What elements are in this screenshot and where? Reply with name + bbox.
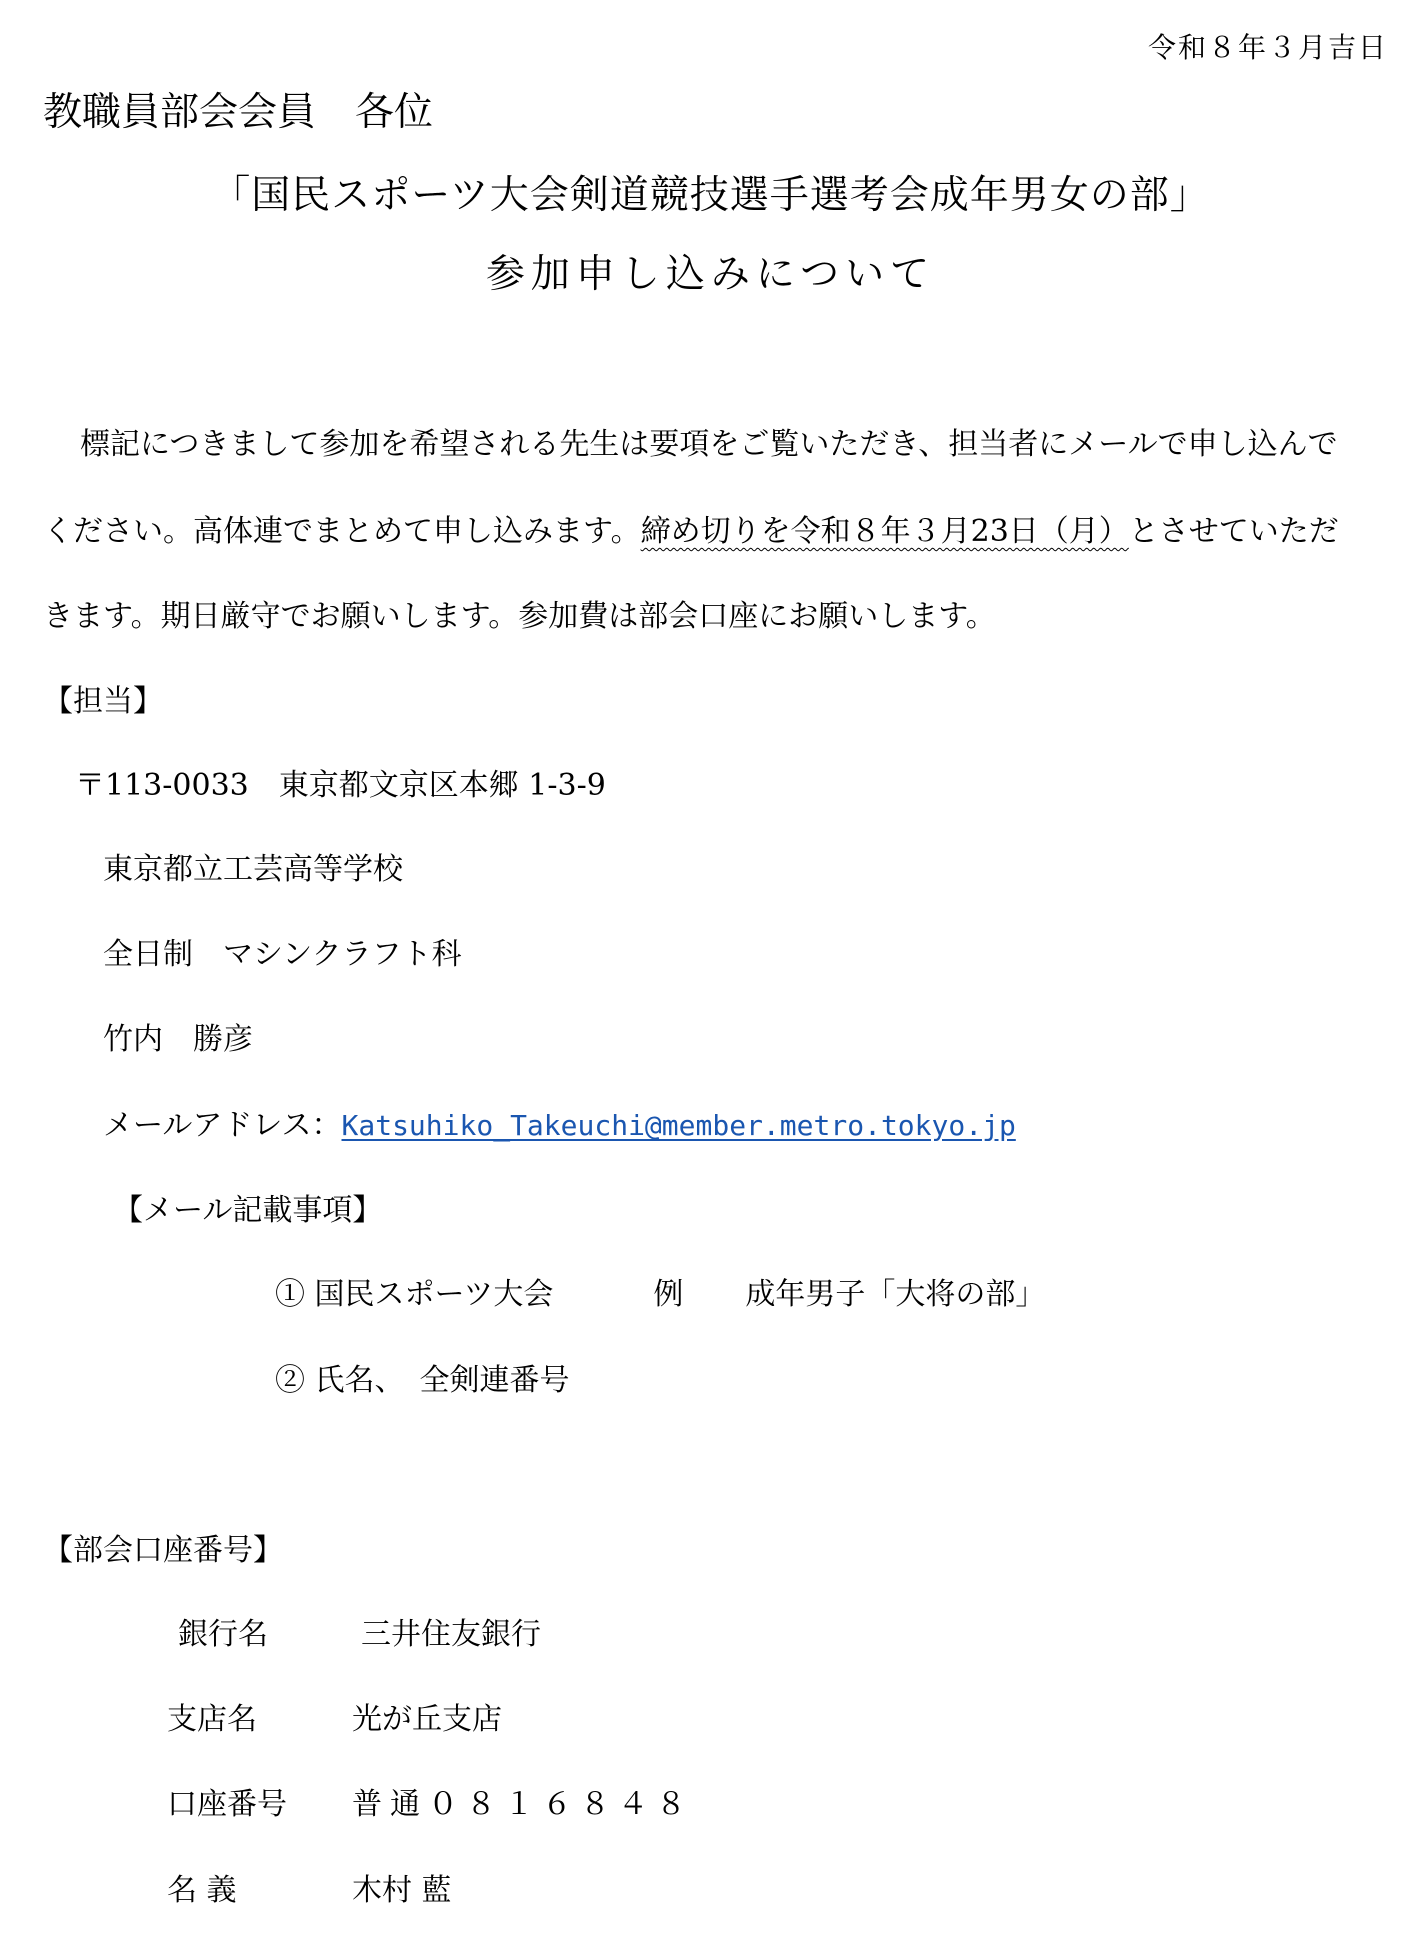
body-line-1: 標記につきまして参加を希望される先生は要項をご覧いただき、担当者にメールで申し込んで <box>80 427 1338 462</box>
body-line-3: きます。期日厳守でお願いします。参加費は部会口座にお願いします。 <box>43 599 996 634</box>
department: 全日制 マシンクラフト科 <box>103 937 462 972</box>
mail-item-1 <box>275 1275 1045 1315</box>
email-row <box>103 1106 1016 1146</box>
body-line-2-text: ください。高体連でまとめて申し込みます。 <box>43 514 641 549</box>
document-title: 「国民スポーツ大会剣道競技選手選考会成年男女の部」 <box>211 173 1210 218</box>
account-number-label: 口座番号 <box>167 1787 287 1822</box>
body-line-2-tail: とさせていただ <box>1128 514 1339 549</box>
account-holder-row <box>167 1871 452 1911</box>
bank-value: 三井住友銀行 <box>361 1617 541 1652</box>
document-date: 令和８年３月吉日 <box>1147 31 1388 64</box>
document-subtitle: 参加申し込みについて <box>485 252 936 297</box>
bank-label: 銀行名 <box>178 1617 268 1652</box>
school-name: 東京都立工芸高等学校 <box>103 852 403 887</box>
branch-value: 光が丘支店 <box>352 1702 502 1737</box>
bank-row <box>178 1615 541 1655</box>
body-line-2 <box>43 512 1339 552</box>
mail-item-1-text: ① 国民スポーツ大会 <box>275 1277 554 1312</box>
account-holder-value: 木村 藍 <box>352 1873 452 1908</box>
contact-person: 竹内 勝彦 <box>103 1022 253 1057</box>
email-link[interactable]: Katsuhiko_Takeuchi@member.metro.tokyo.jp <box>341 1109 1016 1142</box>
branch-label: 支店名 <box>167 1702 257 1737</box>
account-heading: 【部会口座番号】 <box>43 1533 283 1568</box>
example-value: 成年男子「大将の部」 <box>745 1277 1046 1312</box>
contact-heading: 【担当】 <box>43 684 163 719</box>
account-number-row <box>167 1785 694 1825</box>
account-holder-label: 名 義 <box>167 1873 237 1908</box>
postal-address: 〒113-0033 東京都文京区本郷 1-3-9 <box>75 768 606 803</box>
addressee: 教職員部会会員 各位 <box>43 90 434 135</box>
branch-row <box>167 1700 502 1740</box>
email-label: メールアドレス： <box>103 1108 342 1143</box>
mail-item-2: ② 氏名、 全剣連番号 <box>275 1363 570 1398</box>
account-number-value: 普通０８１６８４８ <box>352 1787 694 1822</box>
example-label: 例 <box>653 1277 684 1312</box>
deadline-text: 締め切りを令和８年３月23日（月） <box>640 514 1129 549</box>
mail-items-heading: 【メール記載事項】 <box>113 1193 383 1228</box>
